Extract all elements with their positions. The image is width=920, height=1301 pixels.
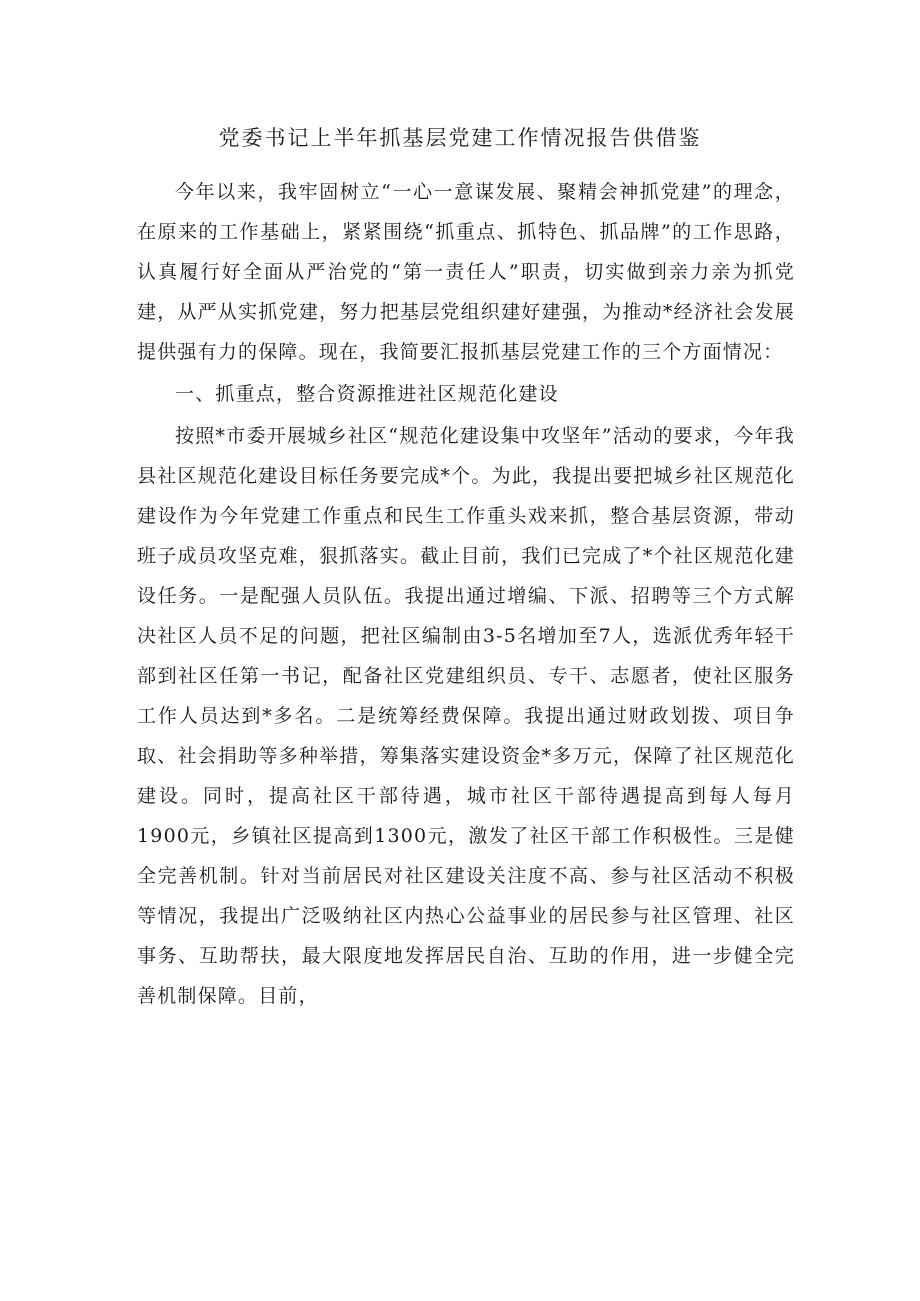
intro-paragraph: 今年以来，我牢固树立“一心一意谋发展、聚精会神抓党建”的理念，在原来的工作基础上，紧紧围绕“抓重点、抓特色、抓品牌”的工作思路，认真履行好全面从严治党的“第一责任人”职责，切实做到亲力亲为抓党建，从严从实抓党建，努力把基层党组织建好建强，为推动*经济社会发展提供强有力的保障。现在，我简要汇报抓基层党建工作的三个方面情况： bbox=[137, 181, 795, 363]
document-body bbox=[137, 172, 795, 1016]
document-title: 党委书记上半年抓基层党建工作情况报告供借鉴 bbox=[218, 126, 702, 150]
section-heading-1: 一、抓重点，整合资源推进社区规范化建设 bbox=[175, 383, 559, 405]
section-1-paragraph: 按照*市委开展城乡社区“规范化建设集中攻坚年”活动的要求，今年我县社区规范化建设目标任务要完成*个。为此，我提出要把城乡社区规范化建设作为今年党建工作重点和民生工作重头戏来抓，整合基层资源，带动班子成员攻坚克难，狠抓落实。截止目前，我们已完成了*个社区规范化建设任务。一是配强人员队伍。我提出通过增编、下派、招聘等三个方式解决社区人员不足的问题，把社区编制由3-5名增加至7人，选派优秀年轻干部到社区任第一书记，配备社区党建组织员、专干、志愿者，使社区服务工作人员达到*多名。二是统筹经费保障。我提出通过财政划拨、项目争取、社会捐助等多种举措，筹集落实建设资金*多万元，保障了社区规范化建设。同时，提高社区干部待遇，城市社区干部待遇提高到每人每月1900元，乡镇社区提高到1300元，激发了社区干部工作积极性。三是健全完善机制。针对当前居民对社区建设关注度不高、参与社区活动不积极等情况，我提出广泛吸纳社区内热心公益事业的居民参与社区管理、社区事务、互助帮扶，最大限度地发挥居民自治、互助的作用，进一步健全完善机制保障。目前， bbox=[137, 425, 795, 1007]
